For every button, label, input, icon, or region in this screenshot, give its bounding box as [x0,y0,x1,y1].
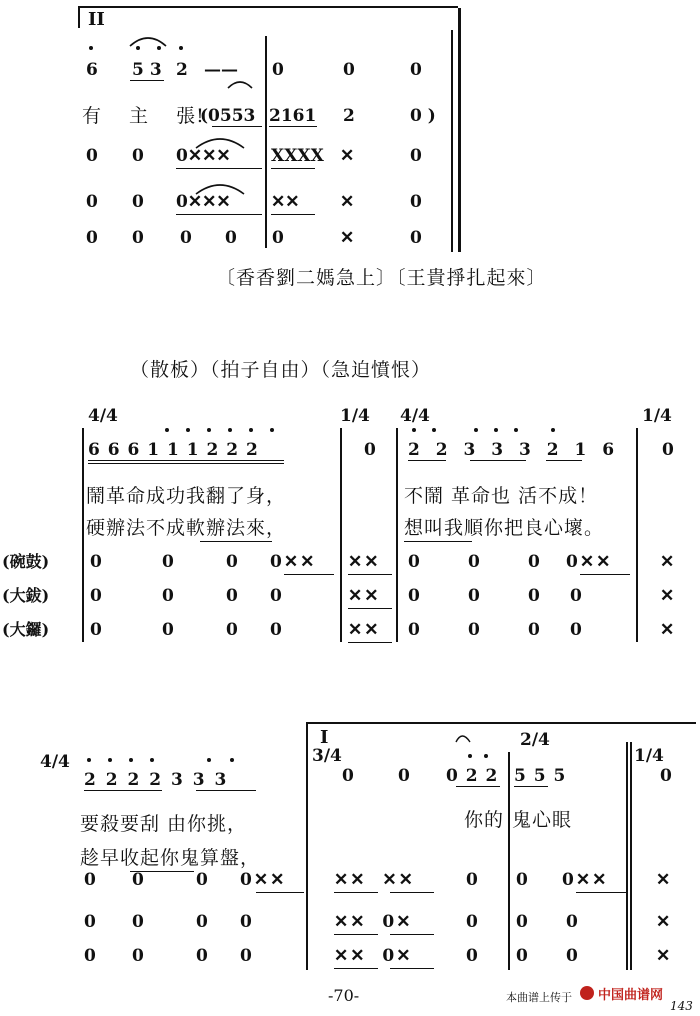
underline [88,463,284,464]
site-logo-icon [580,986,594,1000]
perc: 0 [226,586,238,606]
underline [334,934,378,935]
volta-bracket [306,722,696,724]
underline [334,968,378,969]
perc: 0 [132,228,144,248]
note: 0 [398,766,410,786]
time-signature: 1/4 [642,406,672,426]
perc: 0 [528,620,540,640]
perc: ✕ [340,146,355,166]
perc: 0 [90,586,102,606]
perc: 0 [84,912,96,932]
note: 0 [660,766,672,786]
perc: 0 [466,946,478,966]
perc: 0 [570,620,582,640]
perc: 0 [566,912,578,932]
perc: 0 [226,620,238,640]
note-group: 6 6 6 1 1 1 2 2 2 [88,440,259,460]
time-signature: 4/4 [400,406,430,426]
octave-dot [551,428,555,432]
time-signature: 2/4 [520,730,550,750]
underline [580,574,630,575]
underline [576,892,626,893]
perc: 0 [240,912,252,932]
perc: ✕ [656,946,671,966]
perc: 0✕✕✕ [176,146,231,166]
perc: 0 [516,912,528,932]
underline [348,574,392,575]
barline [626,742,628,970]
underline [348,608,392,609]
underline [390,892,434,893]
octave-dot [230,758,234,762]
lyric-line: 硬辦法不成軟辦法來， [86,517,287,539]
note: 0 [410,60,422,80]
page-number: -70- [328,986,360,1005]
barline [396,428,398,642]
perc: 0 [528,552,540,572]
underline [200,541,272,542]
perc: 0 [196,946,208,966]
note: 0 ) [410,106,436,126]
page-number-alt: 143 [670,999,693,1013]
instrument-label: (大鑼) [2,620,50,639]
barline [306,722,308,970]
perc: 0 [468,586,480,606]
perc: 0✕✕ [566,552,613,572]
perc: ✕ [340,228,355,248]
underline [546,460,582,461]
note: 0 [662,440,674,460]
underline [84,790,162,791]
note: 2 [343,106,355,126]
octave-dot [474,428,478,432]
lyric-line: 鬼心眼 [512,809,573,831]
perc: ✕✕ 0✕ [334,912,413,932]
perc: ✕ [656,912,671,932]
tempo-marking: （散板）（拍子自由）（急迫憤恨） [130,359,432,381]
note: 0 [343,60,355,80]
octave-dot [207,428,211,432]
perc: ✕✕ [271,192,300,212]
note: 0 [364,440,376,460]
perc: 0 [132,912,144,932]
perc: 0 [226,552,238,572]
octave-dot [207,758,211,762]
perc: 0 [132,870,144,890]
time-signature: 1/4 [340,406,370,426]
barline [82,428,84,642]
perc: 0 [528,586,540,606]
note: 0 [272,60,284,80]
volta-label: I [320,727,329,748]
barline [508,752,510,970]
perc: ✕✕ [348,620,381,640]
perc: 0 [90,620,102,640]
perc: 0 [516,870,528,890]
octave-dot [165,428,169,432]
perc: ✕✕ ✕✕ [334,870,415,890]
perc: ✕ [660,586,675,606]
note: 2 [176,60,188,80]
octave-dot [514,428,518,432]
upload-note: 本曲谱上传于 [506,991,572,1004]
perc: 0 [240,946,252,966]
perc: 0 [410,192,422,212]
instrument-label: (碗鼓) [2,552,50,571]
perc: ✕ [660,620,675,640]
perc: 0 [466,870,478,890]
perc: 0 [270,620,282,640]
note: 0 [342,766,354,786]
underline [196,790,256,791]
underline [334,892,378,893]
perc: XXXX [271,146,324,166]
octave-dot [270,428,274,432]
perc: 0 [132,946,144,966]
perc: 0 [86,146,98,166]
volta-label: II [88,9,105,30]
perc: 0 [410,146,422,166]
underline [390,934,434,935]
perc: 0 [408,586,420,606]
underline [390,968,434,969]
perc: 0 [84,946,96,966]
lyric-line: 不鬧 革命也 活不成！ [404,485,599,507]
underline [284,574,334,575]
barline [636,428,638,642]
perc: ✕ [660,552,675,572]
perc: 0 [162,620,174,640]
perc: ✕ [340,192,355,212]
perc: 0 [466,912,478,932]
underline [408,460,446,461]
perc: 0 [196,870,208,890]
octave-dot [108,758,112,762]
octave-dot [494,428,498,432]
perc: 0✕✕ [562,870,609,890]
underline [348,642,392,643]
perc: 0 [162,586,174,606]
octave-dot [249,428,253,432]
perc: 0 [225,228,237,248]
underline [514,786,548,787]
time-signature: 3/4 [312,746,342,766]
perc: 0 [132,192,144,212]
underline [456,786,500,787]
octave-dot [129,758,133,762]
instrumental-notes: 2161 [269,106,317,126]
note-group: 53 [132,60,168,80]
perc: 0 [468,552,480,572]
perc: 0 [410,228,422,248]
stage-direction: 〔香香劉二媽急上〕〔王貴掙扎起來〕 [216,267,547,289]
perc: 0 [566,946,578,966]
barline [340,428,342,642]
perc: ✕✕ [348,552,381,572]
perc: 0 [86,192,98,212]
site-name[interactable]: 中国曲谱网 [598,988,664,1003]
perc: 0 [180,228,192,248]
perc: ✕ [656,870,671,890]
instrument-label: (大鈸) [2,586,50,605]
perc: 0 [90,552,102,572]
note-group: 2 2 2 2 3 3 3 [84,770,229,790]
note: 6 [86,60,98,80]
perc: 0 [270,586,282,606]
time-signature: 1/4 [634,746,664,766]
note-group: 2 2 3 3 3 2 1 6 [408,440,616,460]
underline [256,892,304,893]
note-group: 0 2 2 [446,766,499,786]
underline [88,460,284,461]
perc: 0 [570,586,582,606]
perc: 0 [516,946,528,966]
time-signature: 4/4 [40,752,70,772]
perc: ✕✕ 0✕ [334,946,413,966]
barline [630,742,632,970]
octave-dot [468,754,472,758]
octave-dot [484,754,488,758]
perc: ✕✕ [348,586,381,606]
perc: 0 [132,146,144,166]
underline [404,541,472,542]
perc: 0 [272,228,284,248]
perc: 0 [84,870,96,890]
octave-dot [228,428,232,432]
perc: 0✕✕ [270,552,317,572]
time-signature: 4/4 [88,406,118,426]
perc: 0 [162,552,174,572]
octave-dot [412,428,416,432]
dash: —— [204,60,238,80]
note-group: 5 5 5 [514,766,567,786]
lyric-line: 鬧革命成功我翻了身， [86,485,287,507]
perc: 0 [196,912,208,932]
perc: 0✕✕ [240,870,287,890]
instrumental-notes: (0553 [200,106,256,126]
lyric-line: 想叫我順你把良心壞。 [404,517,605,539]
perc: 0✕✕✕ [176,192,231,212]
lyric: 有 主 張! [82,105,205,127]
underline [470,460,526,461]
perc: 0 [86,228,98,248]
lyric-line: 趁早收起你鬼算盤， [80,847,261,869]
octave-dot [87,758,91,762]
perc: 0 [408,552,420,572]
octave-dot [186,428,190,432]
octave-dot [432,428,436,432]
perc: 0 [468,620,480,640]
lyric-line: 你的 [464,809,505,831]
perc: 0 [408,620,420,640]
lyric-line: 要殺要刮 由你挑， [80,813,248,835]
octave-dot [150,758,154,762]
